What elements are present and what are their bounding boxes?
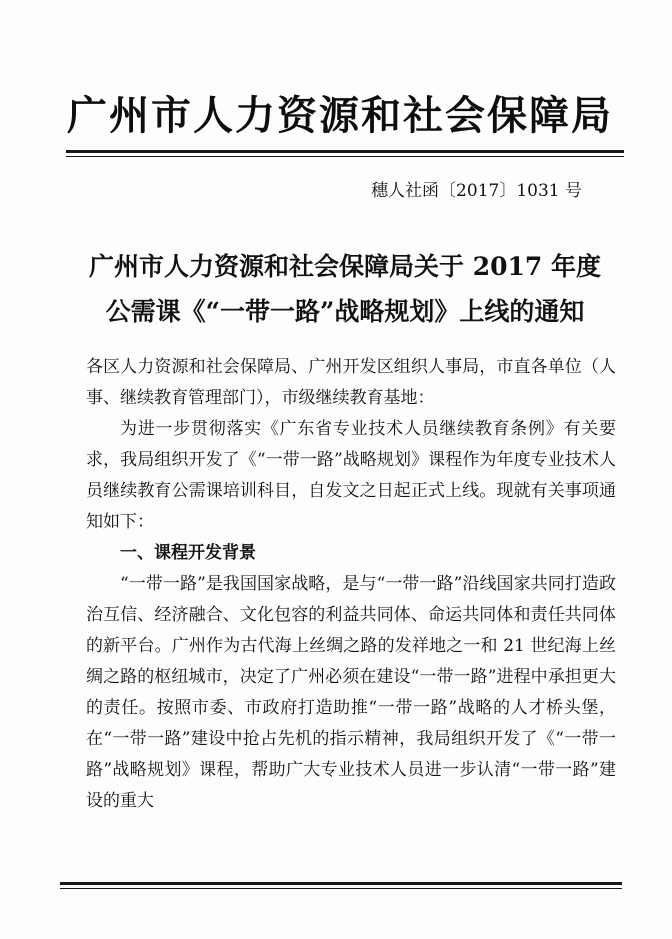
recipients-paragraph: 各区人力资源和社会保障局、广州开发区组织人事局，市直各单位（人事、继续教育管理部门），市级继续教育基地：: [86, 357, 616, 408]
agency-header: 广州市人力资源和社会保障局: [67, 92, 613, 139]
document-title-line-1: 广州市人力资源和社会保障局关于 2017 年度: [89, 252, 601, 281]
document-body: [86, 352, 616, 817]
section-1-paragraph: “一带一路”是我国国家战略，是与“一带一路”沿线国家共同打造政治互信、经济融合、文化包容的利益共同体、命运共同体和责任共同体的新平台。广州作为古代海上丝绸之路的发祥地之一和 21 世纪海上丝绸之路的枢纽城市，决定了广州必须在建设“一带一路”进程中承担更大的责任。按照市委、市政府打造助推“一带一路”战略的人才桥头堡，在“一带一路”建设中抢占先机的指示精神，我局组织开发了《“一带一路”战略规划》课程，帮助广大专业技术人员进一步认清“一带一路”建设的重大: [86, 574, 616, 811]
section-heading-1: 一、课程开发背景: [120, 543, 256, 563]
intro-paragraph: 为进一步贯彻落实《广东省专业技术人员继续教育条例》有关要求，我局组织开发了《“一带一路”战略规划》课程作为年度专业技术人员继续教育公需课培训科目，自发文之日起正式上线。现就有关事项通知如下：: [86, 419, 616, 532]
header-rule-thin: [66, 156, 624, 157]
document-title-line-2: 公需课《“一带一路”战略规划》上线的通知: [105, 297, 585, 326]
header-rule-thick: [66, 150, 624, 153]
document-title: [66, 244, 624, 334]
footer-rule-thick: [60, 882, 622, 885]
document-number: 穗人社函〔2017〕1031 号: [371, 181, 582, 201]
footer-rule-thin: [60, 888, 622, 889]
